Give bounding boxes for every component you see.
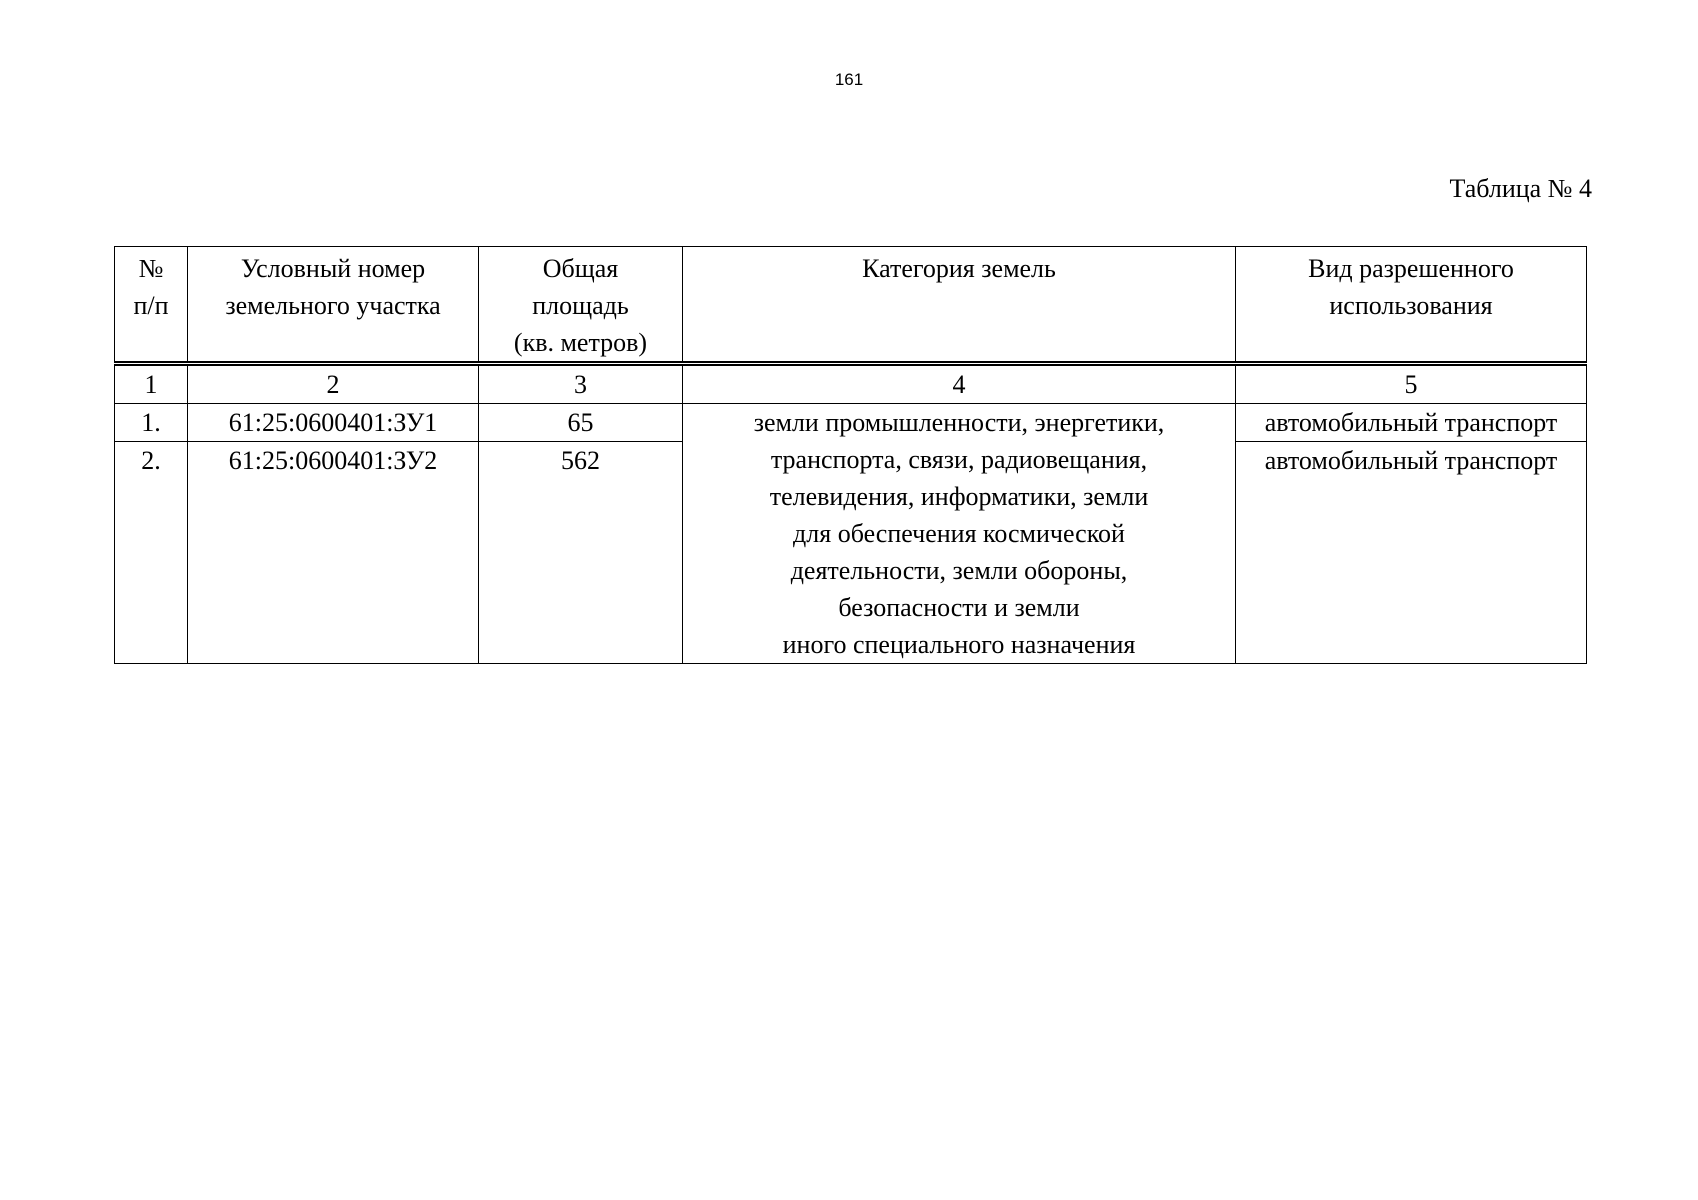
- row-number: 1.: [115, 404, 188, 442]
- header-cell-area: [479, 247, 683, 364]
- header-line: Категория земель: [862, 254, 1056, 283]
- header-line: площадь: [532, 291, 629, 320]
- row-number: 2.: [115, 442, 188, 664]
- table-row: [115, 404, 1587, 442]
- header-line: земельного участка: [225, 291, 441, 320]
- area-value: 65: [479, 404, 683, 442]
- header-row: [115, 247, 1587, 364]
- header-line: (кв. метров): [513, 328, 648, 357]
- cadastral-number: 61:25:0600401:ЗУ1: [188, 404, 479, 442]
- page-number: 161: [834, 70, 864, 89]
- header-line: Общая: [542, 254, 619, 283]
- header-cell-permitted-use: [1236, 247, 1587, 364]
- column-number: 2: [188, 364, 479, 404]
- column-number: 1: [115, 364, 188, 404]
- land-plots-table: [114, 246, 1587, 664]
- land-category-cell: [683, 404, 1236, 664]
- area-value: 562: [479, 442, 683, 664]
- cadastral-number: 61:25:0600401:ЗУ2: [188, 442, 479, 664]
- land-category-line: транспорта, связи, радиовещания,: [770, 445, 1148, 474]
- land-category-line: безопасности и земли: [838, 593, 1080, 622]
- table-caption: Таблица № 4: [1449, 174, 1592, 203]
- land-category-line: для обеспечения космической: [793, 519, 1125, 548]
- header-cell-number: [115, 247, 188, 364]
- header-line: Условный номер: [240, 254, 426, 283]
- column-number: 3: [479, 364, 683, 404]
- header-line: №: [138, 254, 164, 283]
- column-number: 5: [1236, 364, 1587, 404]
- header-line: п/п: [133, 291, 169, 320]
- header-line: использования: [1329, 291, 1493, 320]
- land-category-line: земли промышленности, энергетики,: [753, 408, 1165, 437]
- column-number: 4: [683, 364, 1236, 404]
- permitted-use: автомобильный транспорт: [1236, 442, 1587, 664]
- header-cell-land-category: [683, 247, 1236, 364]
- column-numbers-row: [115, 364, 1587, 404]
- land-category-line: иного специального назначения: [782, 630, 1136, 659]
- land-category-line: деятельности, земли обороны,: [790, 556, 1128, 585]
- land-category-line: телевидения, информатики, земли: [769, 482, 1149, 511]
- header-cell-cadastral-number: [188, 247, 479, 364]
- header-line: Вид разрешенного: [1308, 254, 1514, 283]
- permitted-use: автомобильный транспорт: [1236, 404, 1587, 442]
